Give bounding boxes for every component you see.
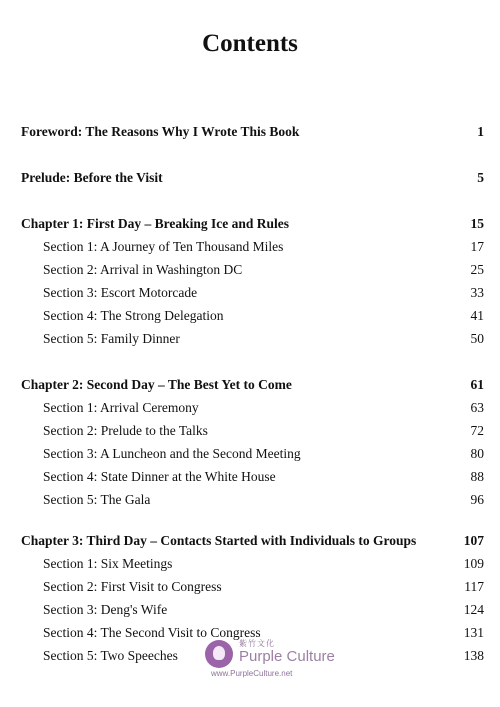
watermark [205,636,355,682]
toc-entry-label: Section 5: The Gala [43,492,151,507]
toc-entry-label: Section 2: Prelude to the Talks [43,423,208,438]
toc-entry-label: Chapter 3: Third Day – Contacts Started with Individuals to Groups [21,533,417,548]
toc-entry-chapter-1[interactable] [0,214,500,234]
toc-entry-chapter-3-section-1[interactable] [0,554,500,574]
toc-entry-prelude[interactable] [0,168,500,188]
toc-entry-chapter-1-section-1[interactable] [0,237,500,257]
toc-page-number: 117 [464,579,484,594]
toc-page-number: 50 [470,331,484,346]
toc-entry-chapter-2-section-2[interactable] [0,421,500,441]
toc-page-number: 124 [463,602,484,617]
toc-entry-label: Section 3: Deng's Wife [43,602,168,617]
toc-page-number: 63 [470,400,484,415]
toc-page-number: 96 [470,492,484,507]
toc-page-number: 33 [470,285,484,300]
toc-page-number: 41 [470,308,484,323]
toc-entry-label: Foreword: The Reasons Why I Wrote This Book [21,124,300,139]
toc-entry-chapter-2-section-5[interactable] [0,490,500,510]
toc-entry-label: Section 3: Escort Motorcade [43,285,198,300]
toc-page-number: 80 [470,446,484,461]
toc-page-number: 1 [477,124,484,139]
toc-entry-chapter-1-section-2[interactable] [0,260,500,280]
toc-page-number: 88 [470,469,484,484]
toc-entry-chapter-3-section-2[interactable] [0,577,500,597]
toc-page-number: 61 [470,377,484,392]
toc-entry-label: Section 4: State Dinner at the White House [43,469,276,484]
toc-page-number: 107 [463,533,484,548]
toc-entry-label: Section 2: First Visit to Congress [43,579,222,594]
toc-entry-chapter-2-section-3[interactable] [0,444,500,464]
toc-entry-foreword[interactable] [0,122,500,142]
toc-entry-chapter-3[interactable] [0,531,500,551]
toc-entry-chapter-1-section-4[interactable] [0,306,500,326]
toc-entry-label: Section 5: Family Dinner [43,331,180,346]
toc-entry-label: Section 1: A Journey of Ten Thousand Miles [43,239,284,254]
toc-entry-label: Section 5: Two Speeches [43,648,178,663]
toc-entry-chapter-2-section-1[interactable] [0,398,500,418]
toc-entry-chapter-1-section-5[interactable] [0,329,500,349]
toc-page-number: 5 [477,170,484,185]
toc-entry-chapter-3-section-3[interactable] [0,600,500,620]
page-title: Contents [202,30,298,57]
toc-page-number: 72 [470,423,484,438]
toc-entry-label: Prelude: Before the Visit [21,170,163,185]
toc-entry-label: Section 1: Six Meetings [43,556,173,571]
toc-entry-chapter-2[interactable] [0,375,500,395]
toc-entry-chapter-1-section-3[interactable] [0,283,500,303]
toc-entry-label: Section 3: A Luncheon and the Second Meeting [43,446,301,461]
toc-entry-label: Section 1: Arrival Ceremony [43,400,199,415]
toc-entry-label: Section 4: The Second Visit to Congress [43,625,261,640]
toc-entry-label: Chapter 1: First Day – Breaking Ice and Rules [21,216,290,231]
toc-page-number: 131 [463,625,484,640]
toc-entry-label: Chapter 2: Second Day – The Best Yet to Come [21,377,292,392]
watermark-url: www.PurpleCulture.net [211,669,293,678]
toc-page-number: 109 [463,556,484,571]
toc-entry-chapter-2-section-4[interactable] [0,467,500,487]
toc-entry-label: Section 2: Arrival in Washington DC [43,262,243,277]
toc-page-number: 17 [470,239,484,254]
toc-page-number: 25 [470,262,484,277]
toc-page-number: 15 [470,216,484,231]
purple-culture-logo-icon [205,640,233,668]
toc-page-number: 138 [463,648,484,663]
toc-entry-label: Section 4: The Strong Delegation [43,308,224,323]
watermark-chinese-text: 紫竹文化 [239,639,275,648]
watermark-brand-name: Purple Culture [239,648,335,665]
